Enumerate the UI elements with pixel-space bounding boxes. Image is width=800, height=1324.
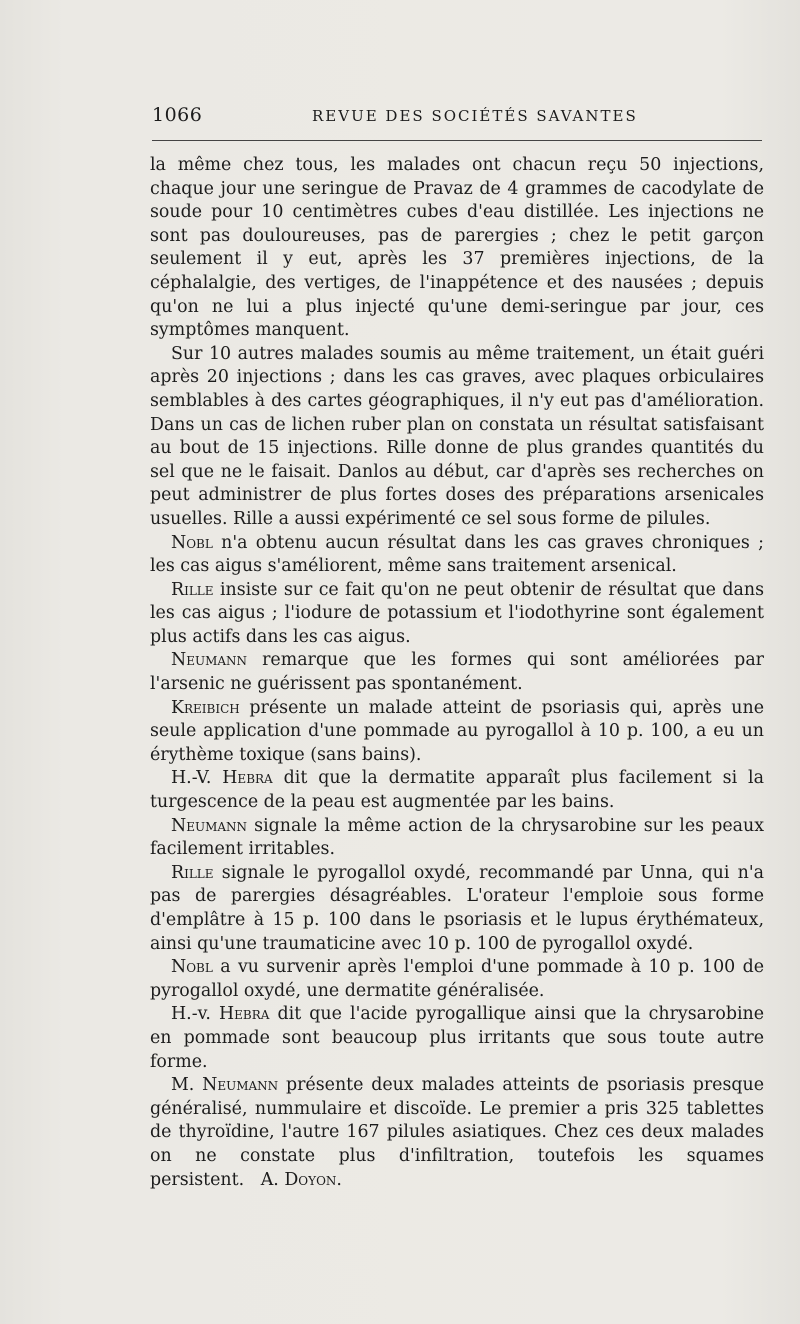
paragraph [150, 815, 764, 862]
speaker-name: Neumann [171, 815, 248, 836]
speaker-name: Hebra [218, 1004, 270, 1025]
author-signature: A. Doyon. [260, 1169, 342, 1190]
speaker-name: Rille [171, 579, 214, 600]
paragraph-text: n'a obtenu aucun résultat dans les cas graves chroniques ; les cas aigus s'améliorent, même sans traitement arsenical. [150, 532, 764, 577]
paragraph-text: a vu survenir après l'emploi d'une pommade à 10 p. 100 de pyrogallol oxydé, une dermatite généralisée. [150, 957, 764, 1001]
paragraph-text: signale la même action de la chrysarobine sur les peaux facilement irritables. [150, 815, 764, 860]
running-head [152, 104, 762, 130]
speaker-name: Nobl [171, 532, 213, 553]
speaker-prefix: H.-V. [171, 768, 223, 789]
paragraph [150, 862, 764, 956]
speaker-name: Rille [171, 862, 214, 883]
header-rule [152, 140, 762, 141]
paragraph-text: insiste sur ce fait qu'on ne peut obtenir de résultat que dans les cas aigus ; l'iodure de potassium et l'iodothyrine sont également plus actifs dans les cas aigus. [150, 579, 764, 647]
paragraph [150, 579, 764, 650]
signature-spacer [244, 1170, 261, 1190]
paragraph [150, 343, 764, 532]
page-number: 1066 [152, 104, 203, 126]
paragraph [150, 956, 764, 1003]
article-body [150, 154, 764, 1192]
paragraph [150, 1003, 764, 1074]
paragraph-text: dit que la dermatite apparaît plus facilement si la turgescence de la peau est augmentée par les bains. [150, 768, 764, 813]
paragraph-text: remarque que les formes qui sont améliorées par l'arsenic ne guérissent pas spontanément. [150, 650, 764, 695]
paragraph-text: la même chez tous, les malades ont chacun reçu 50 injections, chaque jour une seringue de Pravaz de 4 grammes de cacodylate de soude pour 10 centimètres cubes d'eau distillée. Les injections ne sont pas douloureuses, pas de parergies ; chez le petit garçon seulement il y eut, après les 37 premières injections, de la céphalalgie, des vertiges, de l'inappétence et des nausées ; depuis qu'on ne lui a plus injecté qu'une demi-seringue par jour, ces symptômes manquent. [150, 155, 764, 341]
paragraph [150, 767, 764, 814]
speaker-name: Neumann [202, 1075, 279, 1096]
paragraph [150, 649, 764, 696]
paragraph-text: dit que l'acide pyrogallique ainsi que la chrysarobine en pommade sont beaucoup plus irritants que sous toute autre forme. [150, 1004, 765, 1072]
speaker-name: Neumann [171, 650, 248, 671]
paragraph [150, 154, 764, 343]
paragraph-text: signale le pyrogallol oxydé, recommandé par Unna, qui n'a pas de parergies désagréables. L'orateur l'emploie sous forme d'emplâtre à 15 p. 100 dans le psoriasis et le lupus érythémateux, ainsi qu'une traumaticine avec 10 p. 100 de pyrogallol oxydé. [150, 862, 764, 954]
speaker-name: Kreibich [171, 697, 240, 718]
speaker-name: Nobl [171, 957, 213, 978]
paragraph [150, 697, 764, 768]
paragraph-text: présente deux malades atteints de psoriasis presque généralisé, nummulaire et discoïde. Le premier a pris 325 tablettes de thyroïdine, l'autre 167 pilules asiatiques. Chez ces deux malades on ne constate plus d'infiltration, toutefois les squames persistent. [150, 1075, 764, 1190]
running-title: REVUE DES SOCIÉTÉS SAVANTES [312, 107, 638, 125]
paragraph [150, 532, 764, 579]
paragraph-text: présente un malade atteint de psoriasis qui, après une seule application d'une pommade au pyrogallol à 10 p. 100, a eu un érythème toxique (sans bains). [150, 697, 764, 765]
speaker-name: Hebra [222, 768, 273, 789]
paragraph-text: Sur 10 autres malades soumis au même traitement, un était guéri après 20 injections ; dans les cas graves, avec plaques orbiculaires semblables à des cartes géographiques, il n'y eut pas d'amélioration. Dans un cas de lichen ruber plan on constata un résultat satisfaisant au bout de 15 injections. Rille donne de plus grandes quantités du sel que ne le faisait. Danlos au début, car d'après ses recherches on peut administrer de plus fortes doses des préparations arsenicales usuelles. Rille a aussi expérimenté ce sel sous forme de pilules. [150, 343, 764, 529]
speaker-prefix: M. [171, 1075, 203, 1096]
speaker-prefix: H.-v. [171, 1004, 219, 1025]
paragraph [150, 1074, 764, 1192]
